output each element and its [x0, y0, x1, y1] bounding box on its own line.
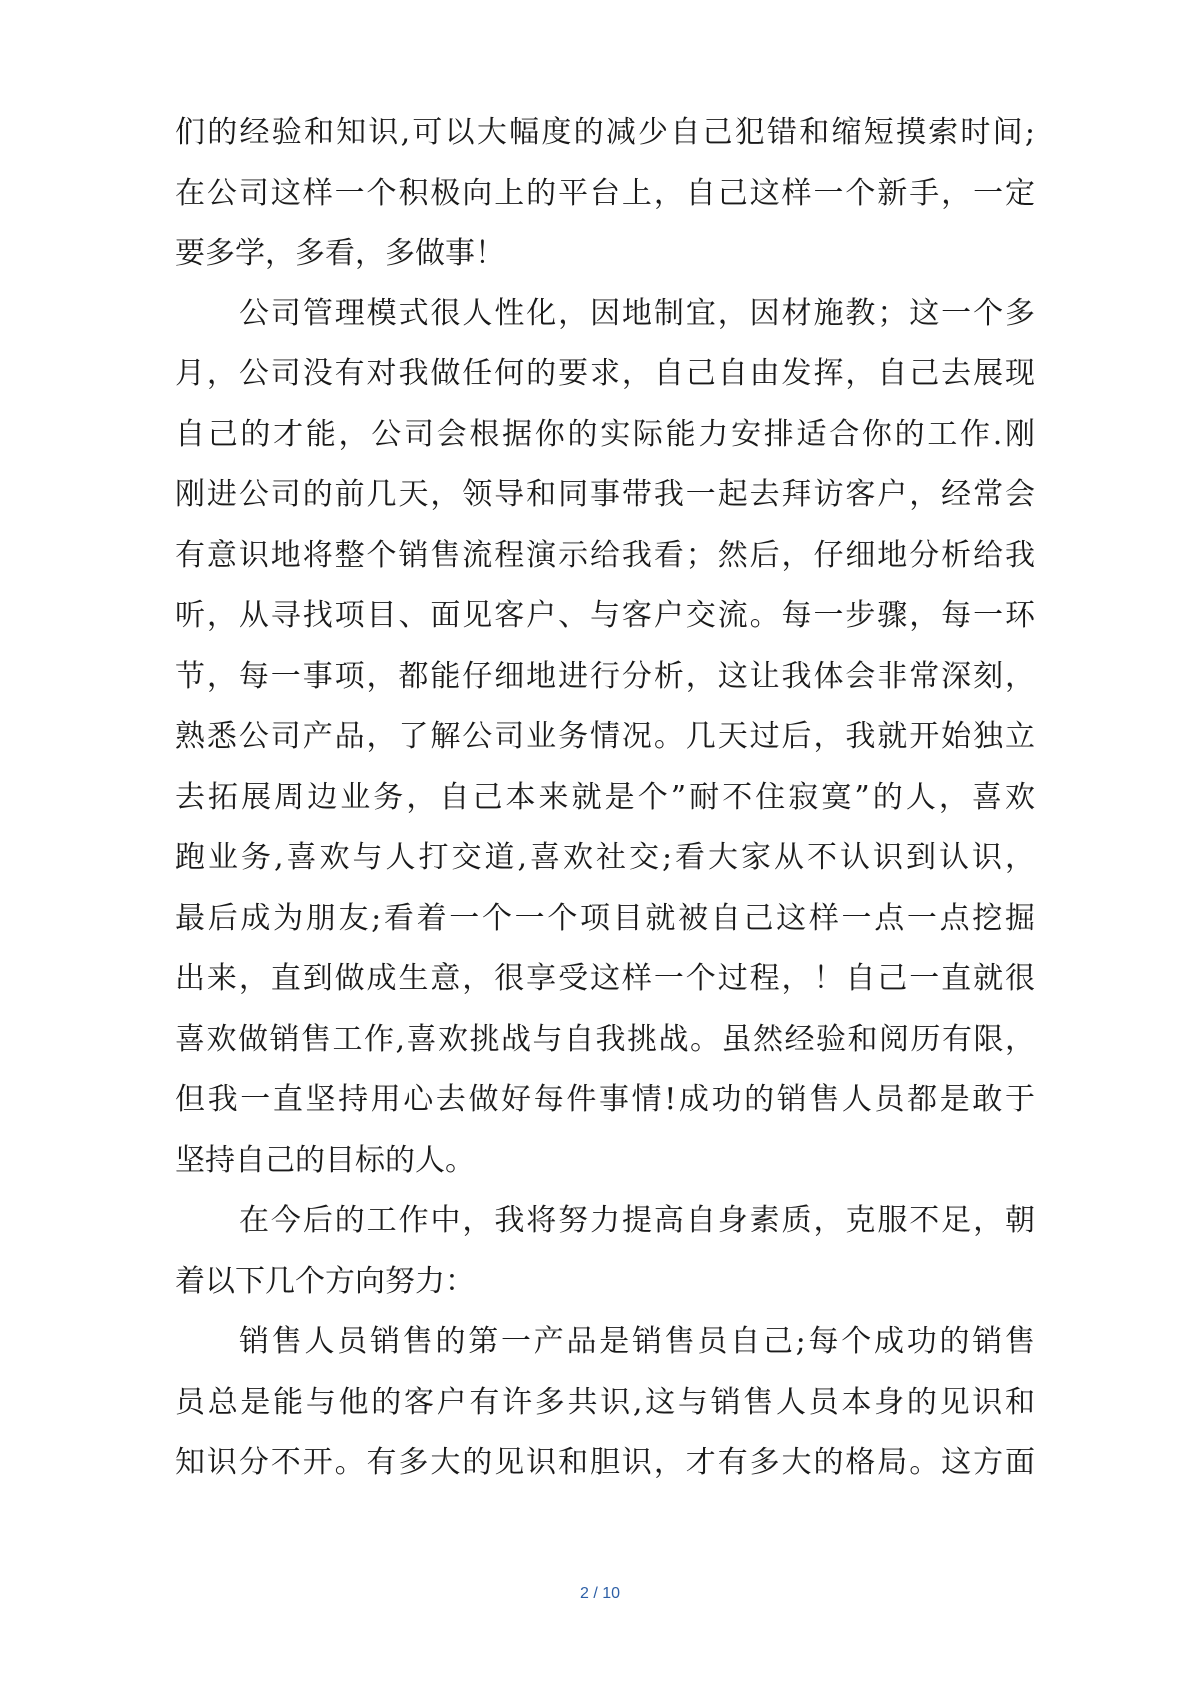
text-line: 喜欢做销售工作,喜欢挑战与自我挑战。虽然经验和阅历有限， [175, 1022, 1035, 1057]
text-line: 听，从寻找项目、面见客户、与客户交流。每一步骤，每一环 [175, 598, 1035, 633]
text-line: 但我一直坚持用心去做好每件事情!成功的销售人员都是敢于 [175, 1082, 1035, 1117]
text-line: 公司管理模式很人性化，因地制宜，因材施教；这一个多 [239, 296, 1035, 331]
text-line: 坚持自己的目标的人。 [175, 1143, 475, 1178]
text-line: 销售人员销售的第一产品是销售员自己;每个成功的销售 [239, 1324, 1035, 1359]
page-number: 2 / 10 [579, 1585, 621, 1602]
text-line: 月，公司没有对我做任何的要求，自己自由发挥，自己去展现 [175, 356, 1035, 391]
text-line: 节，每一事项，都能仔细地进行分析，这让我体会非常深刻， [175, 659, 1035, 694]
text-line: 去拓展周边业务，自己本来就是个”耐不住寂寞”的人，喜欢 [175, 780, 1035, 815]
text-line: 跑业务,喜欢与人打交道,喜欢社交;看大家从不认识到认识， [175, 840, 1035, 875]
text-line: 要多学，多看，多做事！ [175, 236, 505, 271]
text-line: 着以下几个方向努力： [175, 1264, 475, 1299]
text-line: 熟悉公司产品，了解公司业务情况。几天过后，我就开始独立 [175, 719, 1035, 754]
text-line: 有意识地将整个销售流程演示给我看；然后，仔细地分析给我 [175, 538, 1035, 573]
text-line: 知识分不开。有多大的见识和胆识，才有多大的格局。这方面 [175, 1445, 1035, 1480]
text-line: 在今后的工作中，我将努力提高自身素质，克服不足，朝 [239, 1203, 1035, 1238]
text-line: 们的经验和知识,可以大幅度的减少自己犯错和缩短摸索时间; [175, 115, 1035, 150]
text-line: 出来，直到做成生意，很享受这样一个过程，！自己一直就很 [175, 961, 1035, 996]
text-line: 刚进公司的前几天，领导和同事带我一起去拜访客户，经常会 [175, 477, 1035, 512]
text-line: 最后成为朋友;看着一个一个项目就被自己这样一点一点挖掘 [175, 901, 1035, 936]
text-line: 员总是能与他的客户有许多共识,这与销售人员本身的见识和 [175, 1385, 1035, 1420]
text-line: 自己的才能，公司会根据你的实际能力安排适合你的工作.刚 [175, 417, 1035, 452]
text-line: 在公司这样一个积极向上的平台上，自己这样一个新手，一定 [175, 176, 1035, 211]
